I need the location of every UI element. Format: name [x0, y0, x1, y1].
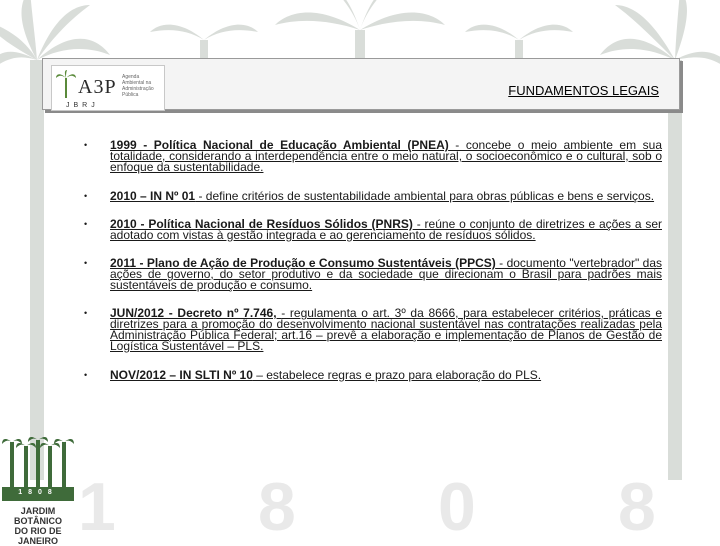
- slide-header: [42, 58, 680, 110]
- palm-logo-icon: [56, 70, 76, 100]
- item-heading: 2011 - Plano de Ação de Produção e Consumo Sustentáveis (PPCS): [110, 256, 496, 270]
- list-item: [78, 370, 662, 381]
- bullet-icon: •: [84, 219, 88, 229]
- item-text: – estabelece regras e prazo para elaboração do PLS.: [252, 368, 542, 382]
- seal-text: JARDIM BOTÂNICO DO RIO DE JANEIRO: [14, 506, 62, 546]
- list-item: [78, 308, 662, 352]
- seal-year: 1808: [18, 489, 58, 496]
- item-heading: NOV/2012 – IN SLTI Nº 10: [110, 368, 253, 382]
- item-heading: 2010 - Política Nacional de Resíduos Sólidos (PNRS): [110, 217, 413, 231]
- bullet-list: [78, 140, 662, 381]
- bullet-icon: •: [84, 258, 88, 268]
- list-item: [78, 219, 662, 241]
- item-text: - define critérios de sustentabilidade ambiental para obras públicas e bens e serviços.: [195, 189, 655, 203]
- item-heading: 1999 - Política Nacional de Educação Ambiental (PNEA): [110, 138, 449, 152]
- bullet-icon: •: [84, 308, 88, 318]
- bullet-icon: •: [84, 370, 88, 380]
- bullet-icon: •: [84, 191, 88, 201]
- logo-text: A3P: [78, 76, 117, 98]
- item-text: - documento "vertebrador" das ações de governo, do setor produtivo e da sociedade que direcionam o Brasil para padrões mais sustentáveis de produção e consumo.: [110, 256, 663, 292]
- jardim-botanico-seal: [2, 432, 74, 546]
- item-text: - concebe o meio ambiente em sua totalidade, considerando a interdependência entre o meio natural, o socioeconômico e o cultural, sob o enfoque da sustentabilidade.: [110, 138, 662, 174]
- year-digit: 8: [258, 469, 296, 545]
- logo-org: JBRJ: [66, 102, 99, 109]
- background-year: [78, 468, 720, 545]
- year-digit: 1: [78, 469, 116, 545]
- a3p-logo: [51, 65, 165, 111]
- list-item: [78, 191, 662, 202]
- bullet-icon: •: [84, 140, 88, 150]
- list-item: [78, 140, 662, 173]
- logo-subtext: Agenda Ambiental na Administração Pública: [122, 74, 154, 98]
- slide-title: FUNDAMENTOS LEGAIS: [508, 83, 659, 98]
- item-text: - regulamenta o art. 3º da 8666, para estabelecer critérios, práticas e diretrizes para a promoção do desenvolvimento nacional sustentável nas contratações realizadas pela Administração Pública Federal; art.16 – prevê a elaboração e implementação de Planos de Gestão de Logística Sustentável – PLS.: [110, 306, 662, 353]
- item-heading: 2010 – IN Nº 01: [110, 189, 196, 203]
- year-digit: 8: [618, 469, 656, 545]
- item-text: - reúne o conjunto de diretrizes e ações a ser adotado com vistas à gestão integrada e ao gerenciamento de resíduos sólidos.: [110, 217, 662, 242]
- year-digit: 0: [438, 469, 476, 545]
- item-heading: JUN/2012 - Decreto nº 7.746,: [110, 306, 282, 320]
- list-item: [78, 258, 662, 291]
